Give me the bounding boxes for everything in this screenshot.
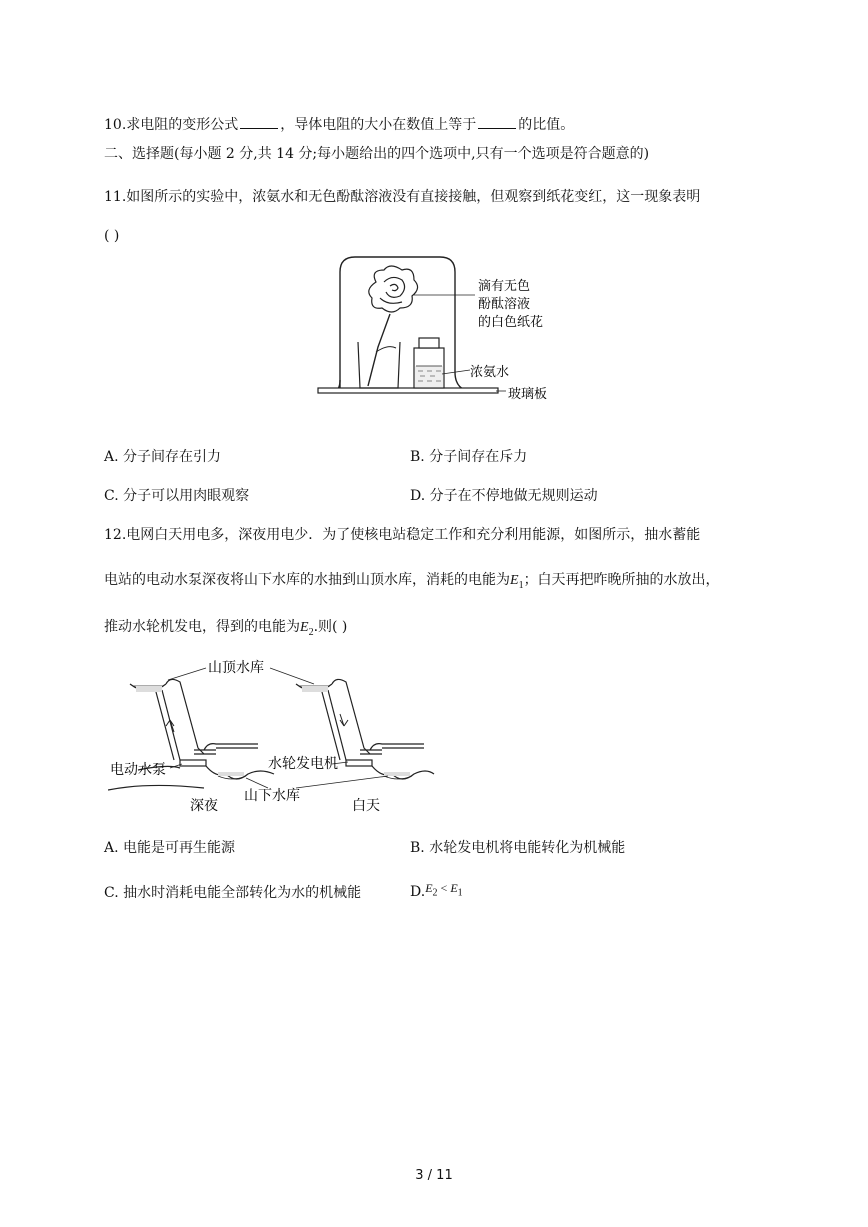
energy-e2: $E_2$	[300, 620, 314, 638]
label-bottom-reservoir: 山下水库	[244, 788, 300, 804]
label-night: 深夜	[190, 798, 218, 814]
question-11-stem: 11.如图所示的实验中，浓氨水和无色酚酞溶液没有直接接触，但观察到纸花变红，这一现象表明	[104, 189, 701, 205]
q12-line3-text: 推动水轮机发电，得到的电能为	[104, 619, 300, 635]
q11-option-b[interactable]: B. 分子间存在斥力	[410, 449, 528, 465]
q11-option-d[interactable]: D. 分子在不停地做无规则运动	[410, 488, 598, 504]
q10-text-a: 10.求电阻的变形公式	[104, 117, 239, 133]
q12-option-a[interactable]: A. 电能是可再生能源	[104, 840, 236, 856]
question-12-line-1: 12.电网白天用电多，深夜用电少．为了使核电站稳定工作和充分利用能源，如图所示，抽水蓄能	[104, 527, 701, 543]
label-glass-plate: 玻璃板	[508, 387, 548, 402]
question-11-paren: ( )	[104, 228, 120, 244]
label-turbine-generator: 水轮发电机	[268, 756, 338, 772]
diffusion-experiment-figure	[310, 252, 560, 402]
label-ammonia: 浓氨水	[470, 365, 510, 380]
q10-text-c: 的比值。	[518, 117, 575, 133]
label-flower-1: 滴有无色	[478, 279, 531, 294]
q11-option-c[interactable]: C. 分子可以用肉眼观察	[104, 488, 250, 504]
q12-line3-tail: .则( )	[313, 619, 348, 635]
answer-blank[interactable]	[478, 114, 516, 129]
q11-option-a[interactable]: A. 分子间存在引力	[104, 449, 222, 465]
page-number: 3 / 11	[415, 1168, 453, 1183]
pumped-storage-figure	[108, 650, 438, 820]
answer-blank[interactable]	[240, 114, 278, 129]
q10-text-b: ，导体电阻的大小在数值上等于	[280, 117, 477, 133]
label-flower-2: 酚酞溶液	[478, 297, 531, 312]
q12-option-c[interactable]: C. 抽水时消耗电能全部转化为水的机械能	[104, 885, 362, 901]
q12-option-d[interactable]	[410, 878, 463, 903]
label-day: 白天	[352, 798, 380, 814]
energy-e1: $E_1$	[510, 573, 524, 591]
q12-line2-tail: ；白天再把昨晚所抽的水放出，	[523, 572, 720, 588]
label-flower-3: 的白色纸花	[478, 315, 544, 330]
q12-option-b[interactable]: B. 水轮发电机将电能转化为机械能	[410, 840, 626, 856]
section-heading: 二、选择题(每小题 2 分,共 14 分;每小题给出的四个选项中,只有一个选项是符合题意的)	[104, 146, 650, 162]
question-12-line-3	[104, 617, 347, 643]
question-10	[104, 114, 574, 135]
question-12-line-2	[104, 570, 720, 596]
q12-option-d-prefix: D.	[410, 884, 426, 900]
label-top-reservoir: 山顶水库	[208, 660, 264, 676]
inequality-e2-lt-e1: $E_2 < E_1$	[425, 881, 463, 899]
q12-line2-text: 电站的电动水泵深夜将山下水库的水抽到山顶水库，消耗的电能为	[104, 572, 510, 588]
label-electric-pump: 电动水泵	[110, 762, 166, 778]
